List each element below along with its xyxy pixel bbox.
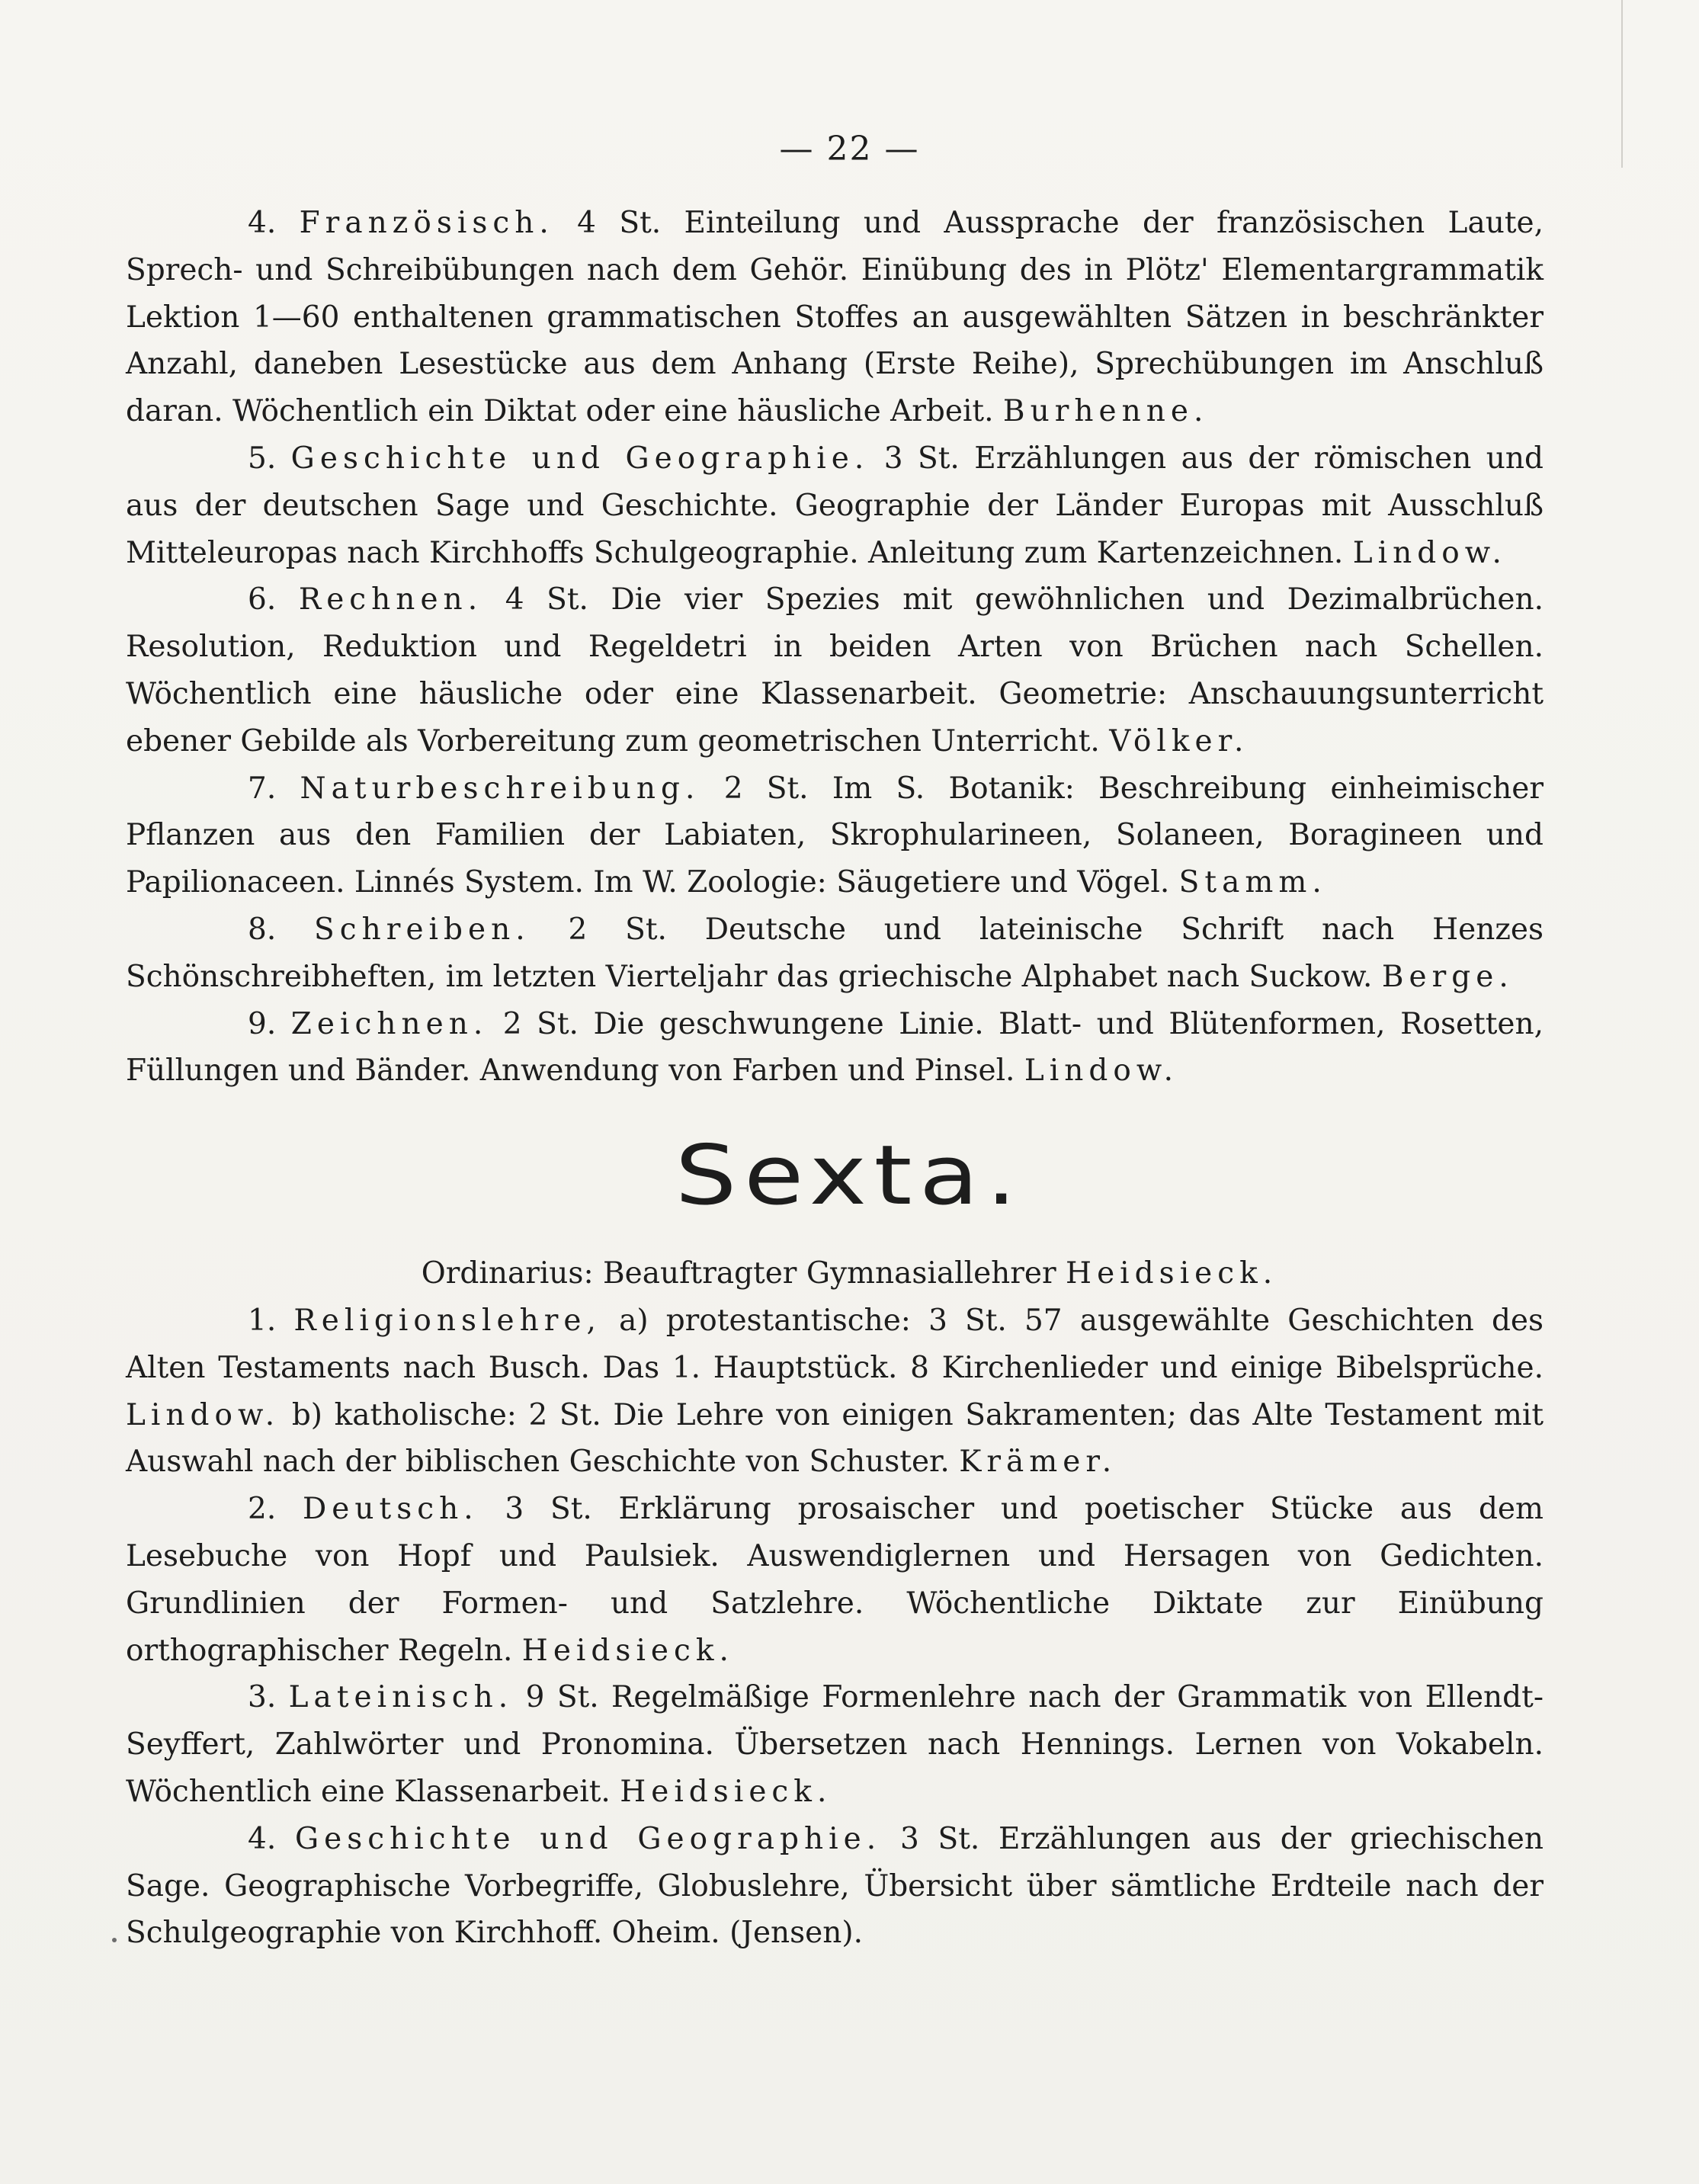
item-number: 9. bbox=[248, 1006, 277, 1041]
teacher-name: Lindow. bbox=[126, 1397, 280, 1432]
subject-heading: Naturbeschreibung. bbox=[300, 771, 700, 806]
paragraph-geschichte-sexta bbox=[126, 1816, 1544, 1957]
subject-heading: Französisch. bbox=[299, 206, 554, 240]
item-number: 7. bbox=[248, 771, 277, 806]
subject-heading: Rechnen. bbox=[298, 582, 483, 617]
paragraph-rechnen bbox=[126, 576, 1544, 765]
paragraph-text: 2 St. Deutsche und lateinische Schrift nach Henzes Schönschreibheften, im letzten Vierteljahr das griechische Alphabet nach Suckow. bbox=[126, 912, 1544, 994]
item-number: 4. bbox=[248, 1821, 277, 1856]
item-number: 5. bbox=[248, 441, 277, 476]
subject-heading: Geschichte und Geographie. bbox=[290, 441, 870, 476]
paragraph-text: 3 St. Erklärung prosaischer und poetischer Stücke aus dem Lesebuche von Hopf und Paulsiek. Auswendiglernen und Hersagen von Gedichten. Grundlinien der Formen- und Satzlehre. Wöchentliche Diktate zur Einübung orthographischer Regeln. bbox=[126, 1492, 1544, 1668]
paragraph-religionslehre bbox=[126, 1297, 1544, 1486]
paragraph-text: 3 St. Erzählungen aus der griechischen Sage. Geographische Vorbegriffe, Globuslehre, Übersicht über sämtliche Erdteile nach der Schulgeographie von Kirchhoff. bbox=[126, 1821, 1544, 1951]
ordinarius-line bbox=[0, 1250, 1699, 1297]
section-title-sexta: Sexta. bbox=[675, 1128, 1024, 1223]
item-number: 6. bbox=[248, 582, 277, 617]
teacher-name: Berge. bbox=[1381, 959, 1514, 994]
item-number: 8. bbox=[248, 912, 277, 947]
section-sexta bbox=[126, 1297, 1544, 1957]
paragraph-text: 2 St. Im S. Botanik: Beschreibung einheimischer Pflanzen aus den Familien der Labiaten, Skrophularineen, Solaneen, Boragineen und Papilionaceen. Linnés System. Im W. Zoologie: Säugetiere und Vögel. bbox=[126, 771, 1544, 900]
paragraph-lateinisch bbox=[126, 1674, 1544, 1815]
paragraph-text: 3 St. Erzählungen aus der römischen und aus der deutschen Sage und Geschichte. Geographie der Länder Europas mit Ausschluß Mitteleuropas nach Kirchhoffs Schulgeographie. Anleitung zum Kartenzeichnen. bbox=[126, 441, 1544, 570]
teacher-name: Oheim. bbox=[611, 1916, 720, 1951]
item-number: 2. bbox=[248, 1492, 277, 1527]
teacher-name: Stamm. bbox=[1178, 865, 1327, 900]
subject-heading: Geschichte und Geographie. bbox=[294, 1821, 882, 1856]
paragraph-text: 2 St. Die geschwungene Linie. Blatt- und Blütenformen, Rosetten, Füllungen und Bänder. Anwendung von Farben und Pinsel. bbox=[126, 1006, 1544, 1089]
paragraph-zeichnen bbox=[126, 1001, 1544, 1095]
paragraph-franzoesisch bbox=[126, 200, 1544, 435]
page-number: — 22 — bbox=[779, 130, 920, 168]
teacher-name-extra: (Jensen). bbox=[729, 1916, 863, 1951]
teacher-name: Lindow. bbox=[1352, 535, 1507, 570]
paragraph-geschichte bbox=[126, 435, 1544, 576]
subject-heading: Zeichnen. bbox=[290, 1006, 489, 1041]
subject-heading: Schreiben. bbox=[314, 912, 531, 947]
subject-heading: Deutsch. bbox=[302, 1492, 479, 1527]
teacher-name: Völker. bbox=[1109, 723, 1249, 758]
paragraph-text-catholic: b) katholische: 2 St. Die Lehre von einigen Sakramenten; das Alte Testament mit Auswahl nach der biblischen Geschichte von Schuster. bbox=[126, 1397, 1544, 1480]
paragraph-text: 4 St. Einteilung und Aussprache der französischen Laute, Sprech- und Schreibübungen nach dem Gehör. Einübung des in Plötz' Elementargrammatik Lektion 1—60 enthaltenen grammatischen Stoffes an ausgewählten Sätzen in beschränkter Anzahl, daneben Lesestücke aus dem Anhang (Erste Reihe), Sprechübungen im Anschluß daran. Wöchentlich ein Diktat oder eine häusliche Arbeit. bbox=[126, 206, 1544, 429]
item-number: 3. bbox=[248, 1680, 277, 1715]
subject-heading: Lateinisch. bbox=[288, 1680, 514, 1715]
teacher-name: Burhenne. bbox=[1002, 394, 1209, 429]
paragraph-schreiben bbox=[126, 906, 1544, 1001]
teacher-name: Heidsieck. bbox=[620, 1774, 832, 1809]
teacher-name: Lindow. bbox=[1024, 1054, 1179, 1089]
ordinarius-name: Heidsieck. bbox=[1066, 1256, 1278, 1291]
teacher-name-catholic: Krämer. bbox=[959, 1445, 1117, 1480]
paragraph-text: a) protestantische: 3 St. 57 ausgewählte Geschichten des Alten Testaments nach Busch. Das 1. Hauptstück. 8 Kirchenlieder und einige Bibelsprüche. bbox=[126, 1304, 1544, 1385]
paragraph-text: 4 St. Die vier Spezies mit gewöhnlichen und Dezimalbrüchen. Resolution, Reduktion und Regeldetri in beiden Arten von Brüchen nach Schellen. Wöchentlich eine häusliche oder eine Klassenarbeit. Geometrie: Anschauungsunterricht ebener Gebilde als Vorbereitung zum geometrischen Unterricht. bbox=[126, 582, 1544, 758]
subject-heading: Religionslehre, bbox=[293, 1304, 601, 1338]
paragraph-naturbeschreibung bbox=[126, 765, 1544, 906]
ordinarius-label: Ordinarius: Beauftragter Gymnasiallehrer bbox=[421, 1256, 1056, 1291]
paragraph-deutsch bbox=[126, 1486, 1544, 1674]
item-number: 4. bbox=[248, 206, 277, 240]
scan-dot bbox=[112, 1938, 117, 1942]
teacher-name: Heidsieck. bbox=[521, 1633, 734, 1668]
section-quinta-continued bbox=[126, 200, 1544, 1095]
item-number: 1. bbox=[248, 1304, 277, 1338]
paragraph-text: 9 St. Regelmäßige Formenlehre nach der Grammatik von Ellendt-Seyffert, Zahlwörter und Pronomina. Übersetzen nach Hennings. Lernen von Vokabeln. Wöchentlich eine Klassenarbeit. bbox=[126, 1680, 1544, 1809]
